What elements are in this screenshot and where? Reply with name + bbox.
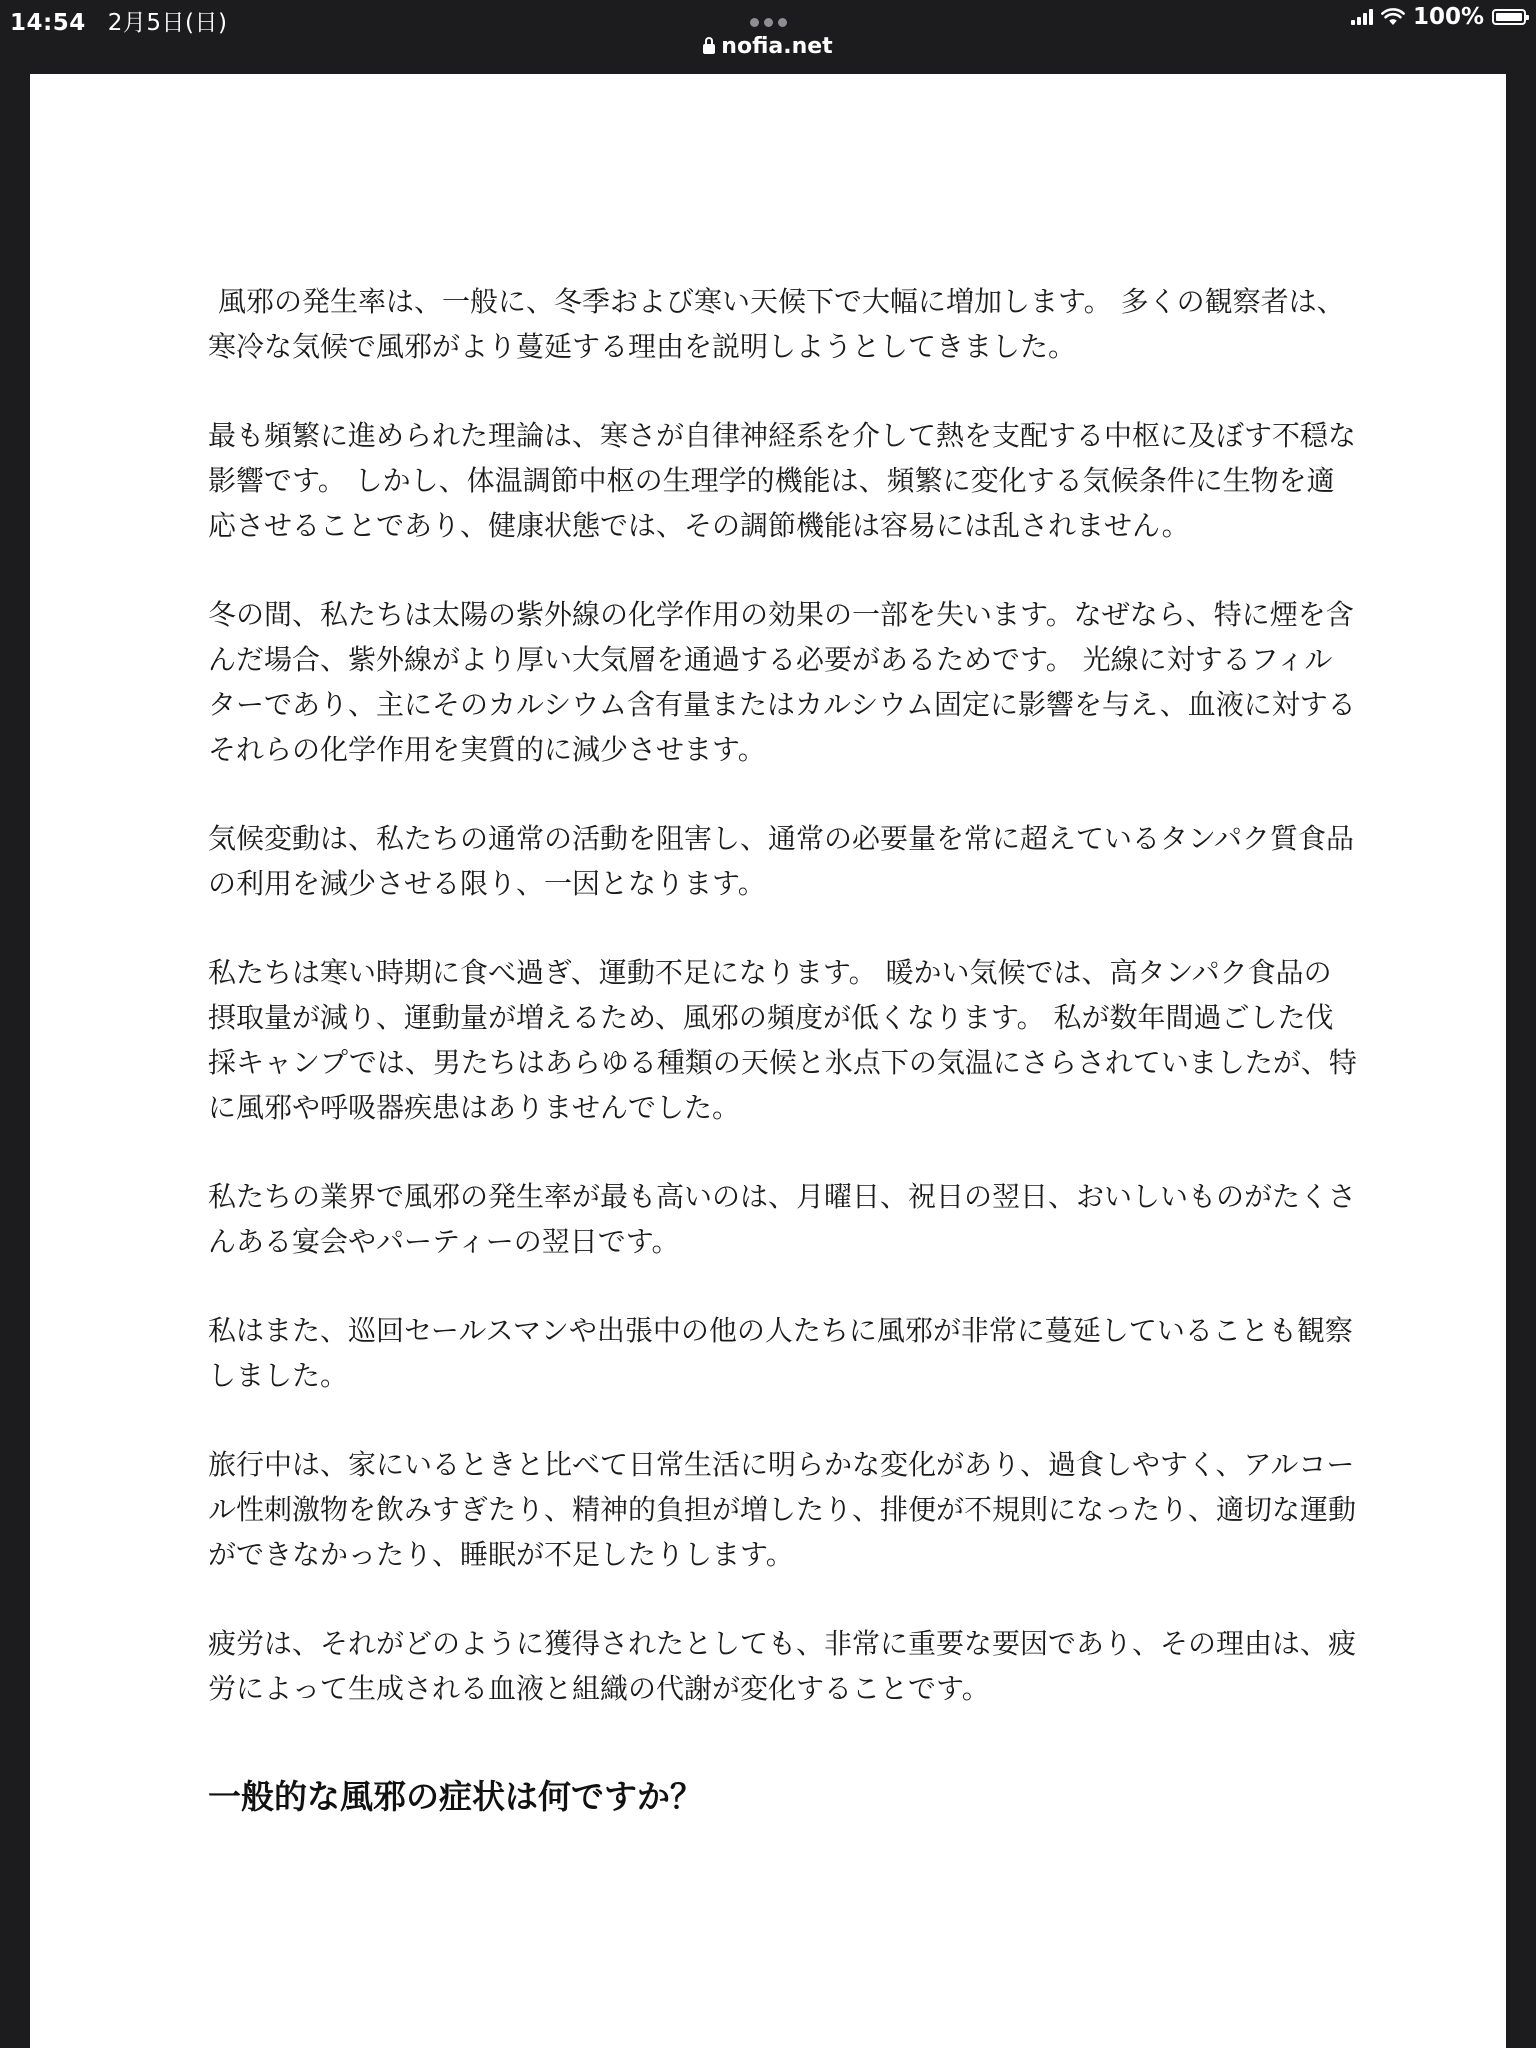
signal-icon bbox=[1351, 9, 1373, 25]
status-date: 2月5日(日) bbox=[107, 10, 228, 36]
battery-icon bbox=[1492, 9, 1526, 25]
article-paragraph: 疲労は、それがどのように獲得されたとしても、非常に重要な要因であり、その理由は、疲労によって生成される血液と組織の代謝が変化することです。 bbox=[208, 1627, 1357, 1705]
article-paragraph: 冬の間、私たちは太陽の紫外線の化学作用の効果の一部を失います。なぜなら、特に煙を含んだ場合、紫外線がより厚い大気層を通過する必要があるためです。 光線に対するフィルターであり、主にそのカルシウム含有量またはカルシウム固定に影響を与え、血液に対するそれらの化学作用を実質的に減少させます。 bbox=[208, 598, 1356, 766]
lock-icon bbox=[703, 44, 715, 54]
multitasking-dots-icon[interactable] bbox=[0, 18, 1536, 27]
article-paragraph: 私たちの業界で風邪の発生率が最も高いのは、月曜日、祝日の翌日、おいしいものがたくさんある宴会やパーティーの翌日です。 bbox=[208, 1180, 1357, 1258]
status-bar bbox=[0, 0, 1536, 74]
article-paragraph: 最も頻繁に進められた理論は、寒さが自律神経系を介して熱を支配する中枢に及ぼす不穏な影響です。 しかし、体温調節中枢の生理学的機能は、頻繁に変化する気候条件に生物を適応させることであり、健康状態では、その調節機能は容易には乱されません。 bbox=[208, 419, 1357, 542]
wifi-icon bbox=[1381, 8, 1405, 26]
article-paragraph: 私はまた、巡回セールスマンや出張中の他の人たちに風邪が非常に蔓延していることも観察しました。 bbox=[208, 1314, 1353, 1392]
article-paragraph: 旅行中は、家にいるときと比べて日常生活に明らかな変化があり、過食しやすく、アルコール性刺激物を飲みすぎたり、精神的負担が増したり、排便が不規則になったり、適切な運動ができなかったり、睡眠が不足したりします。 bbox=[208, 1448, 1357, 1571]
section-heading: 一般的な風邪の症状は何ですか？ bbox=[208, 1777, 703, 1816]
battery-percent: 100% bbox=[1412, 4, 1484, 30]
status-indicators bbox=[1351, 4, 1526, 30]
article-paragraph: 私たちは寒い時期に食べ過ぎ、運動不足になります。 暖かい気候では、高タンパク食品の摂取量が減り、運動量が増えるため、風邪の頻度が低くなります。 私が数年間過ごした伐採キャンプでは、男たちはあらゆる種類の天候と氷点下の気温にさらされていましたが、特に風邪や呼吸器疾患はありませんでした。 bbox=[208, 956, 1357, 1124]
article-body bbox=[208, 279, 1358, 1821]
article-paragraph: 気候変動は、私たちの通常の活動を阻害し、通常の必要量を常に超えているタンパク質食品の利用を減少させる限り、一因となります。 bbox=[208, 822, 1355, 900]
article-paragraph: 風邪の発生率は、一般に、冬季および寒い天候下で大幅に増加します。 多くの観察者は、寒冷な気候で風邪がより蔓延する理由を説明しようとしてきました。 bbox=[208, 285, 1345, 363]
status-time: 14:54 bbox=[10, 10, 86, 36]
address-bar[interactable] bbox=[0, 34, 1536, 59]
web-page[interactable] bbox=[30, 74, 1506, 2048]
url-text: nofia.net bbox=[721, 34, 833, 59]
